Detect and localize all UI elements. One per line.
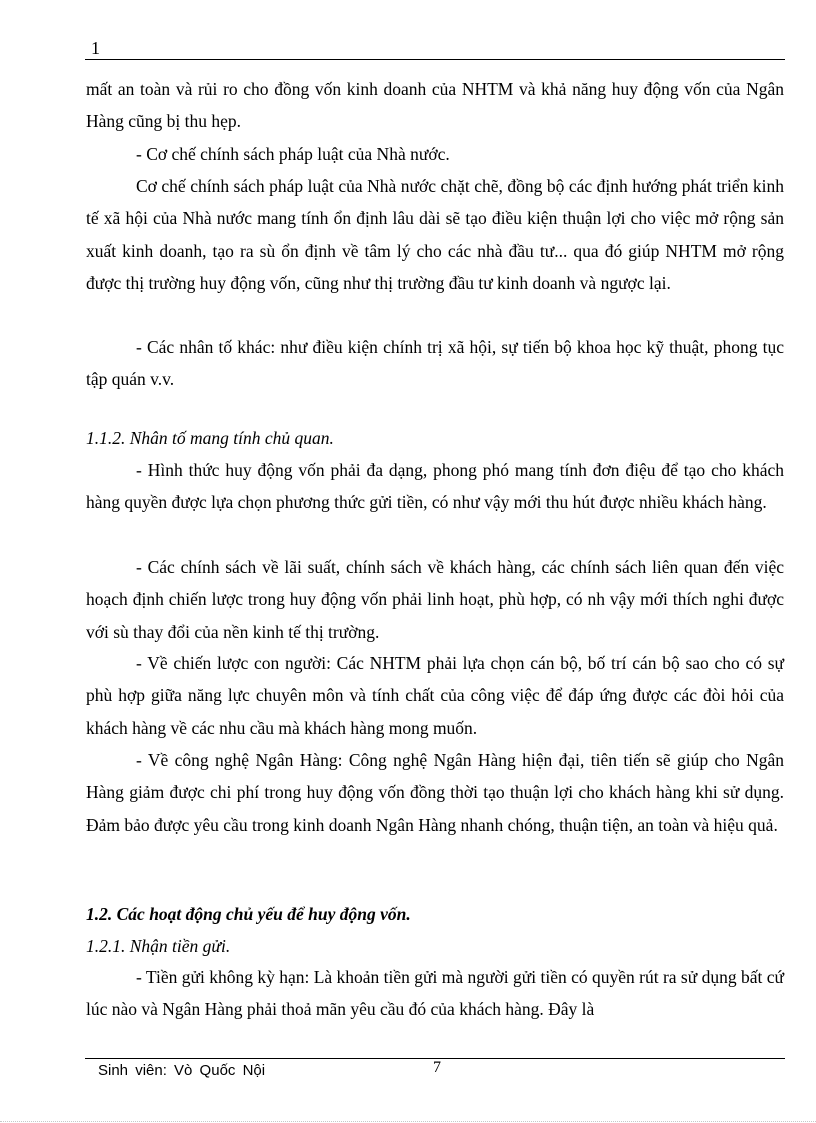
paragraph-1: mất an toàn và rủi ro cho đồng vốn kinh doanh của NHTM và khả năng huy động vốn của Ngân Hàng cũng bị thu hẹp. bbox=[86, 79, 784, 132]
footer-student bbox=[98, 1062, 265, 1079]
paragraph-6: - Các chính sách về lãi suất, chính sách về khách hàng, các chính sách liên quan đến việc hoạch định chiến lược trong huy động vốn phải linh hoạt, phù hợp, có nh vậy mới thích nghi được với sù thay đổi của nền kinh tế thị trường. bbox=[86, 557, 784, 642]
section-heading-1-1-2: 1.1.2. Nhân tố mang tính chủ quan. bbox=[86, 428, 334, 448]
paragraph-3: Cơ chế chính sách pháp luật của Nhà nước chặt chẽ, đồng bộ các định hướng phát triển kinh tế xã hội của Nhà nước mang tính ổn định lâu dài sẽ tạo điều kiện thuận lợi cho việc mở rộng sản xuất kinh doanh, tạo ra sù ổn định về tâm lý cho các nhà đầu tư... qua đó giúp NHTM mở rộng được thị trường huy động vốn, cũng như thị trường đầu tư kinh doanh và ngược lại. bbox=[86, 176, 784, 293]
header-page-marker: 1 bbox=[91, 38, 100, 58]
footer-student-label: Sinh viên: bbox=[98, 1062, 167, 1079]
paragraph-5: - Hình thức huy động vốn phải đa dạng, phong phó mang tính đơn điệu để tạo cho khách hàng quyền được lựa chọn phương thức gửi tiền, có như vậy mới thu hút được nhiều khách hàng. bbox=[86, 460, 784, 513]
paragraph-2: - Cơ chế chính sách pháp luật của Nhà nước. bbox=[136, 144, 450, 164]
page-edge-divider bbox=[0, 1121, 816, 1122]
paragraph-9: - Tiền gửi không kỳ hạn: Là khoản tiền gửi mà người gửi tiền có quyền rút ra sử dụng bất cứ lúc nào và Ngân Hàng phải thoả mãn yêu cầu đó của khách hàng. Đây là bbox=[86, 967, 784, 1020]
footer-student-name: Vò Quốc Nội bbox=[174, 1062, 266, 1079]
paragraph-8: - Về công nghệ Ngân Hàng: Công nghệ Ngân Hàng hiện đại, tiên tiến sẽ giúp cho Ngân Hàng giảm được chi phí trong huy động vốn đồng thời tạo thuận lợi cho khách hàng khi sử dụng. Đảm bảo được yêu cầu trong kinh doanh Ngân Hàng nhanh chóng, thuận tiện, an toàn và hiệu quả. bbox=[86, 750, 784, 835]
section-heading-1-2: 1.2. Các hoạt động chủ yếu để huy động vốn. bbox=[86, 904, 411, 924]
header-rule bbox=[85, 59, 785, 60]
section-heading-1-2-1: 1.2.1. Nhận tiền gửi. bbox=[86, 936, 231, 956]
footer-page-number: 7 bbox=[433, 1059, 441, 1076]
paragraph-7: - Về chiến lược con người: Các NHTM phải lựa chọn cán bộ, bố trí cán bộ sao cho có sự phù hợp giữa năng lực chuyên môn và tính chất của công việc để đáp ứng được các đòi hỏi của khách hàng về các nhu cầu mà khách hàng mong muốn. bbox=[86, 653, 784, 738]
paragraph-4: - Các nhân tố khác: như điều kiện chính trị xã hội, sự tiến bộ khoa học kỹ thuật, phong tục tập quán v.v. bbox=[86, 337, 784, 390]
